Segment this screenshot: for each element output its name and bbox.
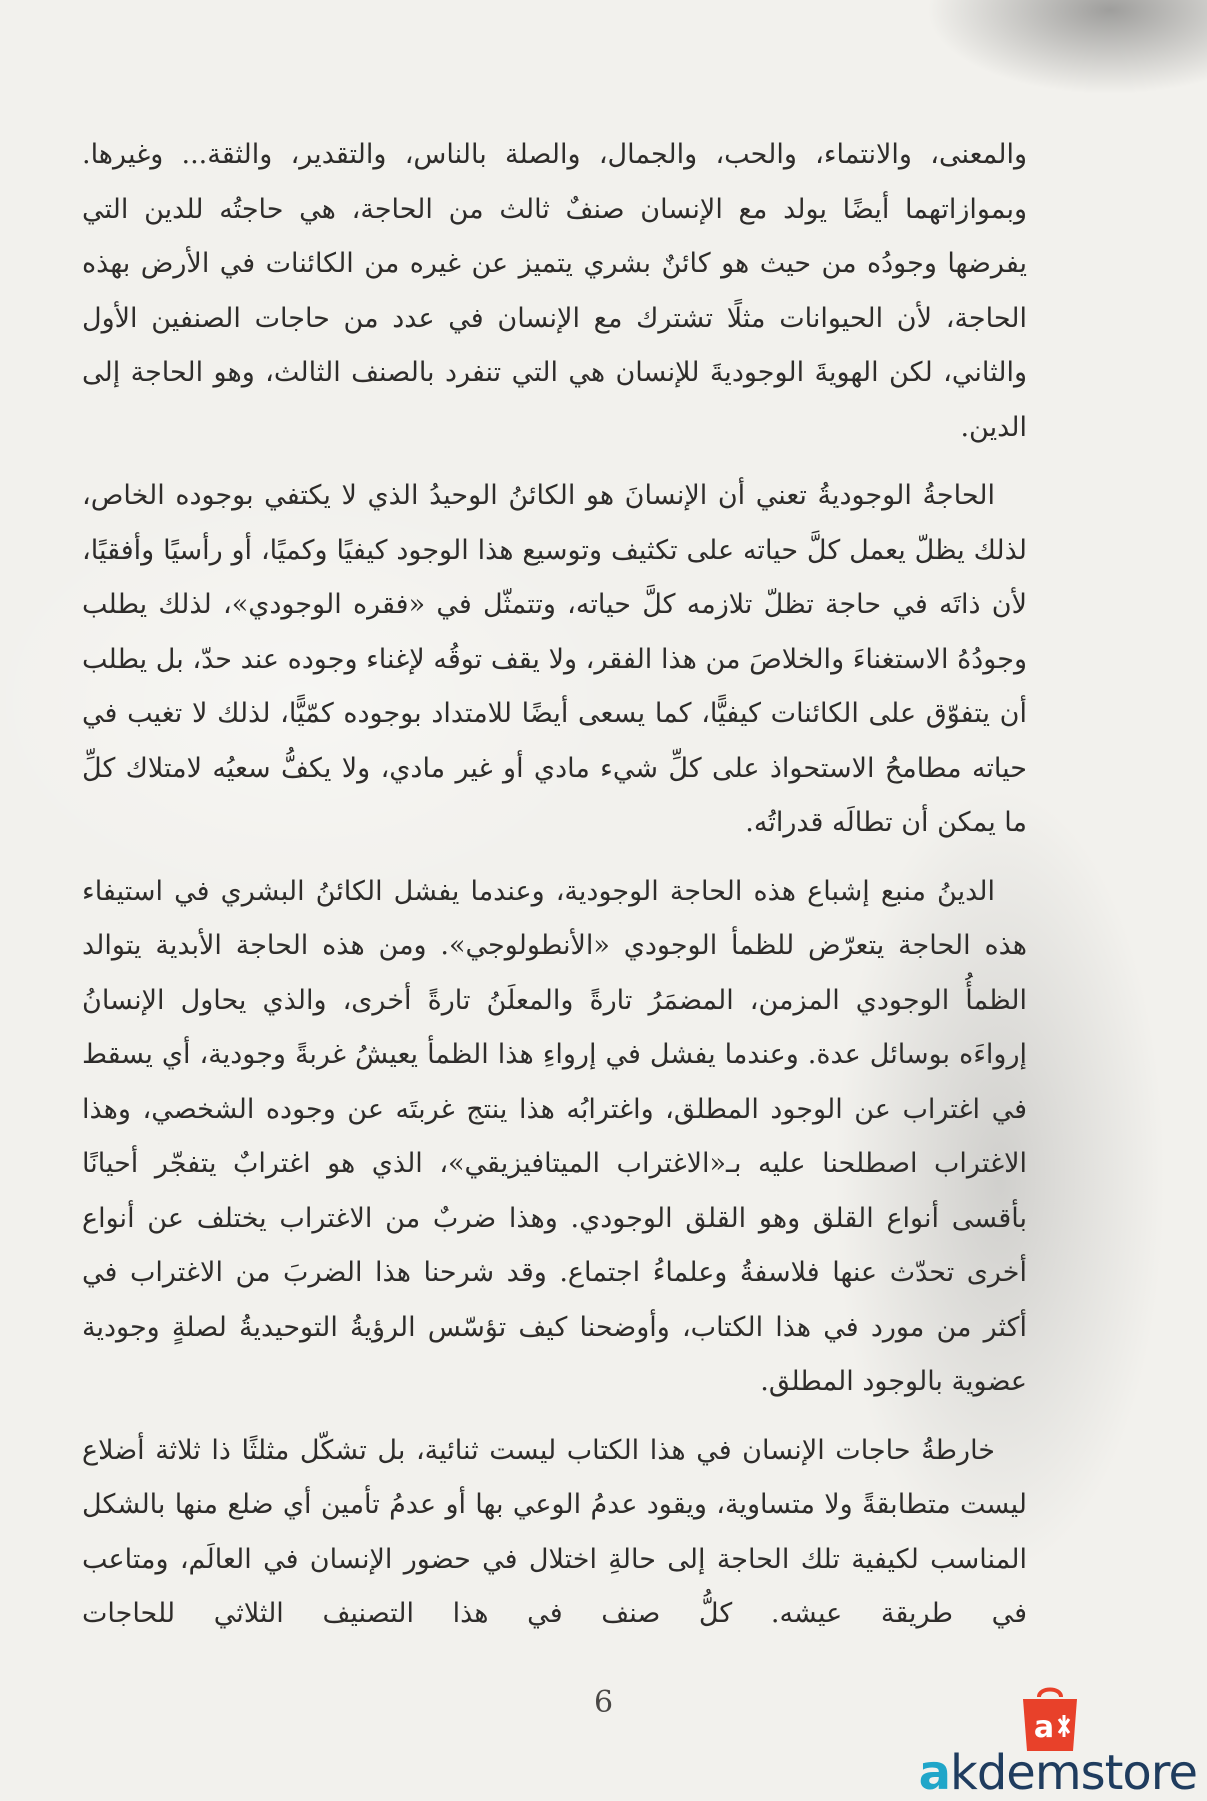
paragraph-1: والمعنى، والانتماء، والحب، والجمال، والصلة بالناس، والتقدير، والثقة... وغيرها. وبموازاتهما أيضًا يولد مع الإنسان صنفٌ ثالث من الحاجة، هي حاجتُه للدين التي يفرضها وجودُه من حيث هو كائنٌ بشري يتميز عن غيره من الكائنات في الأرض بهذه الحاجة، لأن الحيوانات مثلًا تشترك مع الإنسان في عدد من حاجات الصنفين الأول والثاني، لكن الهويةَ الوجوديةَ للإنسان هي التي تنفرد بالصنف الثالث، وهو الحاجة إلى الدين. xyxy=(82,139,1027,443)
paragraph-3: الدينُ منبع إشباع هذه الحاجة الوجودية، وعندما يفشل الكائنُ البشري في استيفاء هذه الحاجة يتعرّض للظمأ الوجودي «الأنطولوجي». ومن هذه الحاجة الأبدية يتوالد الظمأُ الوجودي المزمن، المضمَرُ تارةً والمعلَنُ تارةً أخرى، والذي يحاول الإنسانُ إرواءَه بوسائل عدة. وعندما يفشل في إرواءِ هذا الظمأ يعيشُ غربةً وجودية، أي يسقط في اغتراب عن الوجود المطلق، واغترابُه هذا ينتج غربتَه عن وجوده الشخصي، وهذا الاغتراب اصطلحنا عليه بـ«الاغتراب الميتافيزيقي»، الذي هو اغترابٌ يتفجّر أحيانًا بأقسى أنواع القلق وهو القلق الوجودي. وهذا ضربٌ من الاغتراب يختلف عن أنواع أخرى تحدّث عنها فلاسفةُ وعلماءُ اجتماع. وقد شرحنا هذا الضربَ من الاغتراب في أكثر من مورد في هذا الكتاب، وأوضحنا كيف تؤسّس الرؤيةُ التوحيديةُ لصلةٍ وجودية عضوية بالوجود المطلق. xyxy=(82,875,1027,1397)
page-body-text xyxy=(82,128,1027,1656)
akdemstore-watermark xyxy=(897,1685,1197,1800)
paragraph-2: الحاجةُ الوجوديةُ تعني أن الإنسانَ هو الكائنُ الوحيدُ الذي لا يكتفي بوجوده الخاص، لذلك يظلّ يعمل كلَّ حياته على تكثيف وتوسيع هذا الوجود كيفيًا وكميًا، أو رأسيًا وأفقيًا، لأن ذاتَه في حاجة تظلّ تلازمه كلَّ حياته، وتتمثّل في «فقره الوجودي»، لذلك يطلب وجودُهُ الاستغناءَ والخلاصَ من هذا الفقر، ولا يقف توقُه لإغناء وجوده عند حدّ، بل يطلب أن يتفوّق على الكائنات كيفيًّا، كما يسعى أيضًا للامتداد بوجوده كمّيًّا، لذلك لا تغيب في حياته مطامحُ الاستحواذ على كلِّ شيء مادي أو غير مادي، ولا يكفُّ سعيُه لامتلاك كلِّ ما يمكن أن تطالَه قدراتُه. xyxy=(82,480,1027,838)
page-number: 6 xyxy=(593,1685,614,1720)
akdemstore-wordmark: akdemstore xyxy=(918,1745,1197,1801)
paragraph-4: خارطةُ حاجات الإنسان في هذا الكتاب ليست ثنائية، بل تشكّل مثلثًا ذا ثلاثة أضلاع ليست متطابقةً ولا متساوية، ويقود عدمُ الوعي بها أو عدمُ تأمين أي ضلع منها بالشكل المناسب لكيفية تلك الحاجة إلى حالةِ اختلال في حضور الإنسان في العالَم، ومتاعب في طريقة عيشه. كلُّ صنف في هذا التصنيف الثلاثي للحاجات xyxy=(82,1434,1027,1629)
svg-text:a: a xyxy=(1033,1710,1055,1745)
